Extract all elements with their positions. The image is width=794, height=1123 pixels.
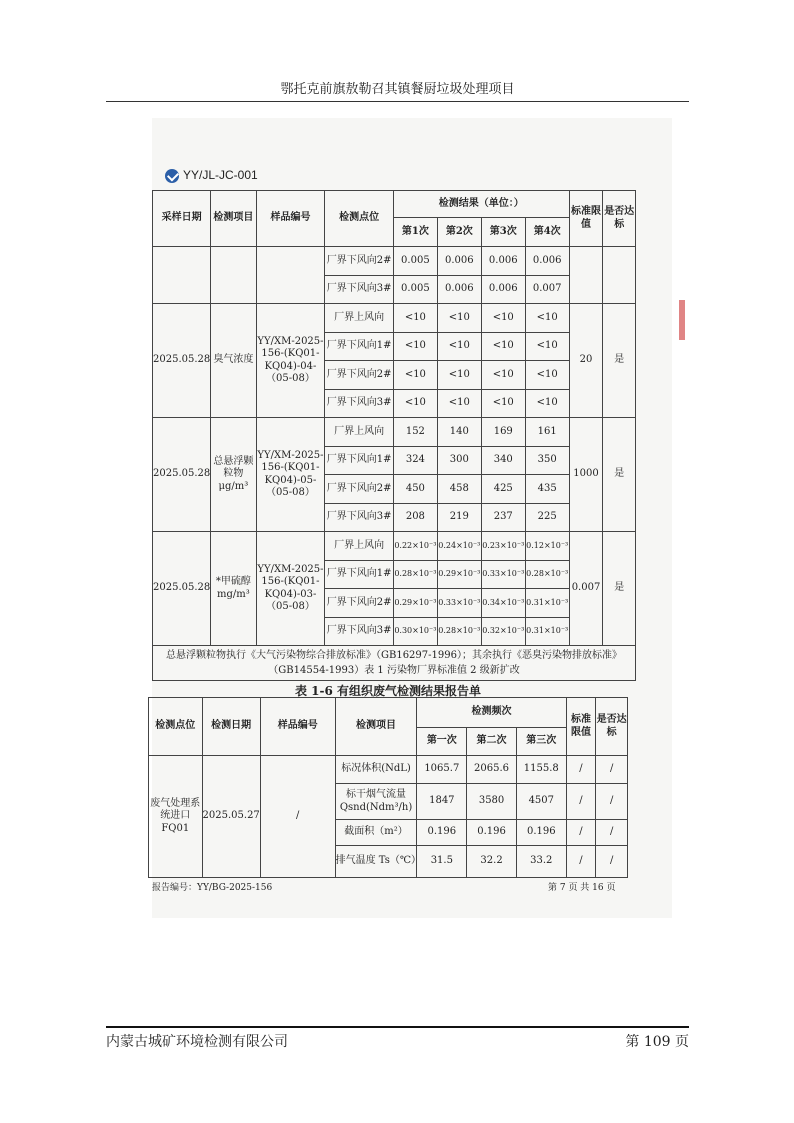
value-cell: <10 — [525, 332, 569, 361]
value-cell: <10 — [481, 332, 525, 361]
value-cell: <10 — [481, 304, 525, 333]
value-cell: 0.28×10⁻³ — [437, 617, 481, 646]
blank-limit — [569, 247, 603, 304]
results-table-1 — [152, 190, 636, 681]
table-caption: 表 1-6 有组织废气检测结果报告单 — [294, 684, 482, 698]
value-cell: 32.2 — [467, 846, 517, 878]
value-cell: 0.30×10⁻³ — [393, 617, 437, 646]
report-number: 报告编号：YY/BG-2025-156 — [152, 883, 273, 893]
ok-cell: 是 — [603, 532, 636, 646]
item-cell: 标况体积(NdL) — [335, 756, 417, 784]
ok-cell: 是 — [603, 418, 636, 532]
results-table-1-body — [153, 247, 636, 681]
value-cell: 0.32×10⁻³ — [481, 617, 525, 646]
doc-code: YY/JL-JC-001 — [183, 168, 258, 182]
footer-company: 内蒙古城矿环境检测有限公司 — [106, 1034, 288, 1050]
t2-th-point: 检测点位 — [149, 698, 203, 756]
item-cell: 排气温度 Ts（℃） — [335, 846, 417, 878]
value-cell: 0.33×10⁻³ — [481, 560, 525, 589]
th-ok: 是否达标 — [603, 191, 636, 247]
point-cell: 厂界下风向1# — [325, 560, 393, 589]
report-page: 第 7 页 共 16 页 — [548, 883, 616, 893]
value-cell: 425 — [481, 475, 525, 504]
value-cell: 0.196 — [417, 820, 467, 846]
value-cell: 0.31×10⁻³ — [525, 617, 569, 646]
blank-ok — [603, 247, 636, 304]
value-cell: 1847 — [417, 784, 467, 820]
results-table-2-body — [149, 756, 628, 878]
page-header: 鄂托克前旗敖勒召其镇餐厨垃圾处理项目 — [106, 78, 689, 102]
point-cell: 厂界上风向 — [325, 418, 393, 447]
value-cell: 0.196 — [467, 820, 517, 846]
value-cell: <10 — [393, 332, 437, 361]
value-cell: 0.33×10⁻³ — [437, 589, 481, 618]
value-cell: <10 — [481, 361, 525, 390]
value-cell: <10 — [437, 332, 481, 361]
value-cell: 0.196 — [516, 820, 566, 846]
lab-logo-icon — [165, 169, 179, 183]
value-cell: <10 — [481, 389, 525, 418]
page-footer — [106, 1026, 689, 1051]
value-cell: 0.12×10⁻³ — [525, 532, 569, 561]
date-cell: 2025.05.28 — [153, 532, 211, 646]
t2-th-item: 检测项目 — [335, 698, 417, 756]
item-cell: 截面积（m²） — [335, 820, 417, 846]
value-cell: <10 — [393, 389, 437, 418]
th-item: 检测项目 — [211, 191, 256, 247]
value-cell: <10 — [437, 361, 481, 390]
point-cell: 厂界下风向3# — [325, 389, 393, 418]
point-cell: 厂界下风向2# — [325, 475, 393, 504]
t2-th-ok: 是否达标 — [596, 698, 628, 756]
value-cell: 0.34×10⁻³ — [481, 589, 525, 618]
value-cell: <10 — [437, 304, 481, 333]
ok-cell: 是 — [603, 304, 636, 418]
value-cell: 140 — [437, 418, 481, 447]
ok-cell: / — [596, 756, 628, 784]
point-cell: 厂界下风向2# — [325, 247, 393, 276]
footer-page: 第 109 页 — [625, 1034, 689, 1050]
value-cell: 31.5 — [417, 846, 467, 878]
table-row — [153, 532, 636, 561]
limit-cell: / — [566, 846, 596, 878]
ok-cell: / — [596, 846, 628, 878]
table-row — [153, 304, 636, 333]
sample-cell: YY/XM-2025-156-(KQ01-KQ04)-04-（05-08） — [256, 304, 325, 418]
value-cell: 152 — [393, 418, 437, 447]
value-cell: 1065.7 — [417, 756, 467, 784]
limit-cell: 1000 — [569, 418, 603, 532]
point-cell: 厂界下风向3# — [325, 275, 393, 304]
limit-cell: / — [566, 784, 596, 820]
value-cell: 2065.6 — [467, 756, 517, 784]
value-cell: 0.006 — [437, 275, 481, 304]
item-cell: 标干烟气流量 Qsnd(Ndm³/h) — [335, 784, 417, 820]
point-cell: 厂界下风向1# — [325, 332, 393, 361]
value-cell: 0.006 — [437, 247, 481, 276]
item-cell: 总悬浮颗粒物μg/m³ — [211, 418, 256, 532]
value-cell: 161 — [525, 418, 569, 447]
date-cell: 2025.05.28 — [153, 304, 211, 418]
value-cell: 0.24×10⁻³ — [437, 532, 481, 561]
item-cell: 臭气浓度 — [211, 304, 256, 418]
value-cell: 0.005 — [393, 275, 437, 304]
point-cell: 厂界上风向 — [325, 304, 393, 333]
value-cell: 225 — [525, 503, 569, 532]
standard-note: 总悬浮颗粒物执行《大气污染物综合排放标准》（GB16297-1996）；其余执行《恶臭污染物排放标准》（GB14554-1993）表 1 污染物厂界标准值 2 级新扩改 — [153, 646, 636, 681]
t2-th-freq: 检测频次 — [417, 698, 566, 728]
results-table-2 — [148, 697, 628, 878]
point-cell: 厂界下风向2# — [325, 589, 393, 618]
th-r4: 第4次 — [525, 218, 569, 247]
th-result: 检测结果（单位：） — [393, 191, 569, 218]
point-cell: 废气处理系统进口 FQ01 — [149, 756, 203, 878]
value-cell: 0.006 — [525, 247, 569, 276]
limit-cell: / — [566, 756, 596, 784]
value-cell: 4507 — [516, 784, 566, 820]
table-row — [149, 756, 628, 784]
value-cell: 0.007 — [525, 275, 569, 304]
value-cell: <10 — [525, 304, 569, 333]
t2-th-f2: 第二次 — [467, 728, 517, 756]
value-cell: 208 — [393, 503, 437, 532]
value-cell: 33.2 — [516, 846, 566, 878]
th-point: 检测点位 — [325, 191, 393, 247]
blank-sample — [256, 247, 325, 304]
value-cell: 237 — [481, 503, 525, 532]
value-cell: 350 — [525, 446, 569, 475]
th-r3: 第3次 — [481, 218, 525, 247]
value-cell: <10 — [525, 389, 569, 418]
value-cell: 169 — [481, 418, 525, 447]
value-cell: 340 — [481, 446, 525, 475]
value-cell: 435 — [525, 475, 569, 504]
value-cell: 324 — [393, 446, 437, 475]
value-cell: 0.006 — [481, 247, 525, 276]
t2-th-limit: 标准限值 — [566, 698, 596, 756]
value-cell: 458 — [437, 475, 481, 504]
value-cell: <10 — [393, 361, 437, 390]
th-r2: 第2次 — [437, 218, 481, 247]
ok-cell: / — [596, 820, 628, 846]
value-cell: 0.29×10⁻³ — [393, 589, 437, 618]
limit-cell: 0.007 — [569, 532, 603, 646]
sample-cell: / — [260, 756, 335, 878]
value-cell: 3580 — [467, 784, 517, 820]
table-row — [153, 247, 636, 276]
value-cell: 0.29×10⁻³ — [437, 560, 481, 589]
value-cell: 300 — [437, 446, 481, 475]
item-cell: *甲硫醇 mg/m³ — [211, 532, 256, 646]
sample-cell: YY/XM-2025-156-(KQ01-KQ04)-05-（05-08） — [256, 418, 325, 532]
table-row — [153, 418, 636, 447]
point-cell: 厂界下风向1# — [325, 446, 393, 475]
date-cell: 2025.05.27 — [202, 756, 260, 878]
sample-cell: YY/XM-2025-156-(KQ01-KQ04)-03-（05-08） — [256, 532, 325, 646]
value-cell: 450 — [393, 475, 437, 504]
t2-th-sample: 样品编号 — [260, 698, 335, 756]
value-cell: 0.005 — [393, 247, 437, 276]
scan-artifact — [679, 300, 685, 340]
limit-cell: / — [566, 820, 596, 846]
t2-th-date: 检测日期 — [202, 698, 260, 756]
point-cell: 厂界下风向3# — [325, 503, 393, 532]
th-date: 采样日期 — [153, 191, 211, 247]
value-cell: 0.28×10⁻³ — [393, 560, 437, 589]
ok-cell: / — [596, 784, 628, 820]
value-cell: 219 — [437, 503, 481, 532]
th-sample: 样品编号 — [256, 191, 325, 247]
doc-code-row — [165, 168, 258, 183]
date-cell: 2025.05.28 — [153, 418, 211, 532]
limit-cell: 20 — [569, 304, 603, 418]
value-cell: 0.006 — [481, 275, 525, 304]
value-cell: 0.28×10⁻³ — [525, 560, 569, 589]
t2-th-f1: 第一次 — [417, 728, 467, 756]
value-cell: <10 — [437, 389, 481, 418]
value-cell: 1155.8 — [516, 756, 566, 784]
th-limit: 标准限值 — [569, 191, 603, 247]
note-row — [153, 646, 636, 681]
t2-th-f3: 第三次 — [516, 728, 566, 756]
value-cell: <10 — [525, 361, 569, 390]
value-cell: 0.31×10⁻³ — [525, 589, 569, 618]
th-r1: 第1次 — [393, 218, 437, 247]
value-cell: <10 — [393, 304, 437, 333]
value-cell: 0.22×10⁻³ — [393, 532, 437, 561]
point-cell: 厂界下风向2# — [325, 361, 393, 390]
point-cell: 厂界下风向3# — [325, 617, 393, 646]
blank-item — [211, 247, 256, 304]
blank-date — [153, 247, 211, 304]
point-cell: 厂界上风向 — [325, 532, 393, 561]
value-cell: 0.23×10⁻³ — [481, 532, 525, 561]
